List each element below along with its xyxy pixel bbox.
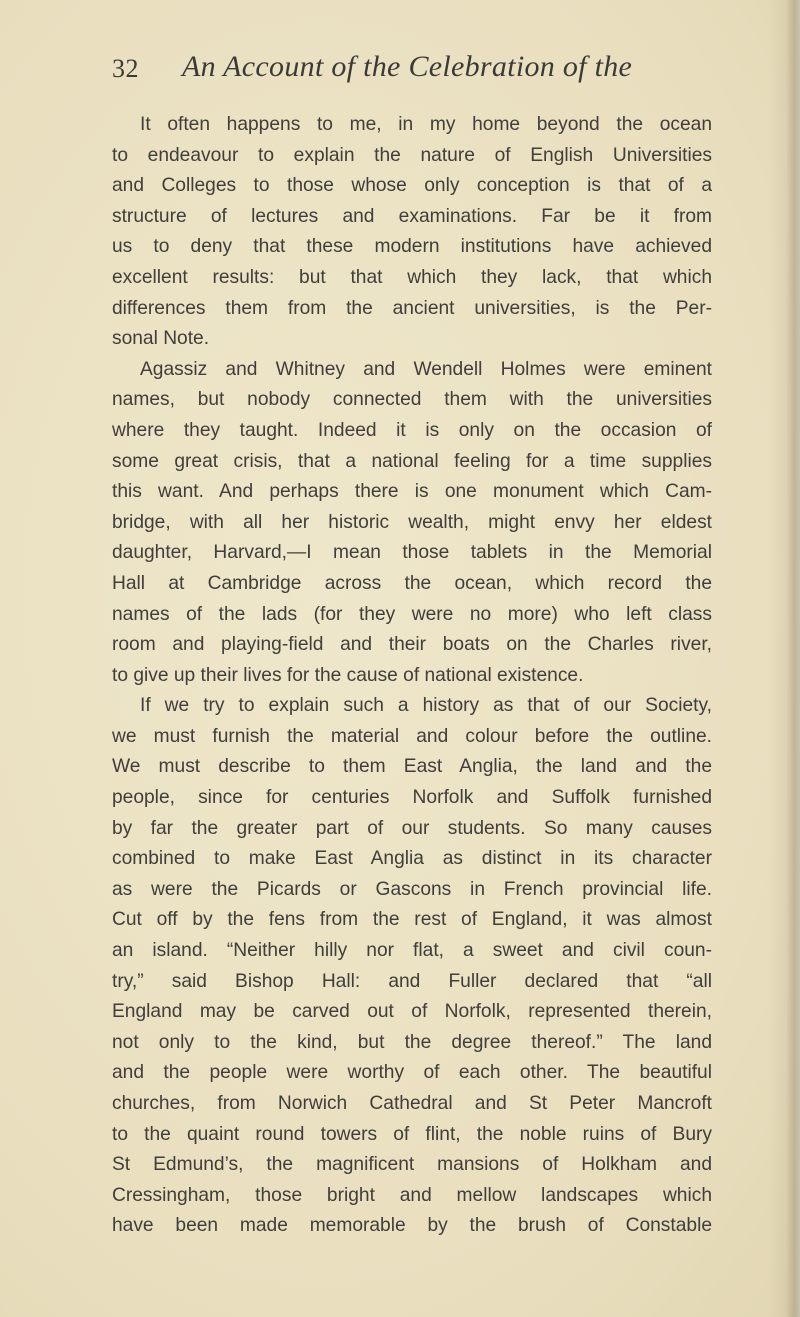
- text-line: sonal Note.: [112, 328, 210, 350]
- text-line: Cressingham, those bright and mellow landscapes which: [112, 1184, 712, 1206]
- text-line: differences them from the ancient universities, is the Per-: [112, 297, 712, 319]
- text-line: people, since for centuries Norfolk and Suffolk furnished: [112, 787, 712, 809]
- text-line: combined to make East Anglia as distinct in its character: [112, 848, 712, 870]
- text-line: excellent results: but that which they lack, that which: [112, 266, 712, 288]
- text-line: try,” said Bishop Hall: and Fuller declared that “all: [112, 970, 712, 992]
- page-header: [112, 50, 772, 90]
- body-text: [112, 110, 712, 1242]
- text-line: If we try to explain such a history as that of our Society,: [140, 695, 712, 717]
- text-line: Agassiz and Whitney and Wendell Holmes were eminent: [140, 358, 712, 380]
- text-line: room and playing-field and their boats on the Charles river,: [112, 634, 712, 656]
- text-line: to endeavour to explain the nature of English Universities: [112, 144, 712, 166]
- text-line: us to deny that these modern institutions have achieved: [112, 236, 712, 258]
- text-line: we must furnish the material and colour before the outline.: [112, 725, 712, 747]
- text-line: It often happens to me, in my home beyond the ocean: [140, 114, 712, 135]
- text-line: an island. “Neither hilly nor flat, a sweet and civil coun-: [112, 940, 712, 962]
- text-line: as were the Picards or Gascons in French provincial life.: [112, 878, 712, 900]
- text-line: where they taught. Indeed it is only on the occasion of: [112, 419, 712, 441]
- page-number: 32: [112, 54, 139, 83]
- text-line: not only to the kind, but the degree thereof.” The land: [112, 1031, 712, 1053]
- text-line: and Colleges to those whose only conception is that of a: [112, 175, 712, 197]
- text-line: some great crisis, that a national feeling for a time supplies: [112, 450, 712, 472]
- text-line: this want. And perhaps there is one monument which Cam-: [112, 481, 712, 503]
- text-line: have been made memorable by the brush of Constable: [112, 1215, 712, 1237]
- text-line: England may be carved out of Norfolk, represented therein,: [112, 1001, 712, 1023]
- text-line: names of the lads (for they were no more) who left class: [112, 603, 712, 625]
- text-line: bridge, with all her historic wealth, might envy her eldest: [112, 511, 712, 533]
- text-line: Hall at Cambridge across the ocean, which record the: [112, 572, 712, 594]
- text-line: and the people were worthy of each other. The beautiful: [112, 1062, 712, 1084]
- text-line: by far the greater part of our students. So many causes: [112, 817, 712, 839]
- text-line: daughter, Harvard,—I mean those tablets in the Memorial: [112, 542, 712, 564]
- text-line: to the quaint round towers of flint, the noble ruins of Bury: [112, 1123, 712, 1145]
- running-head: An Account of the Celebration of the: [182, 50, 633, 83]
- text-line: Cut off by the fens from the rest of England, it was almost: [112, 909, 712, 931]
- text-line: structure of lectures and examinations. Far be it from: [112, 205, 712, 227]
- text-line: We must describe to them East Anglia, the land and the: [112, 756, 712, 778]
- text-line: to give up their lives for the cause of national existence.: [112, 664, 584, 686]
- text-line: churches, from Norwich Cathedral and St Peter Mancroft: [112, 1093, 712, 1114]
- page-edge-shadow: [786, 0, 800, 1317]
- text-line: names, but nobody connected them with the universities: [112, 389, 712, 411]
- text-line: St Edmund’s, the magnificent mansions of Holkham and: [112, 1154, 712, 1176]
